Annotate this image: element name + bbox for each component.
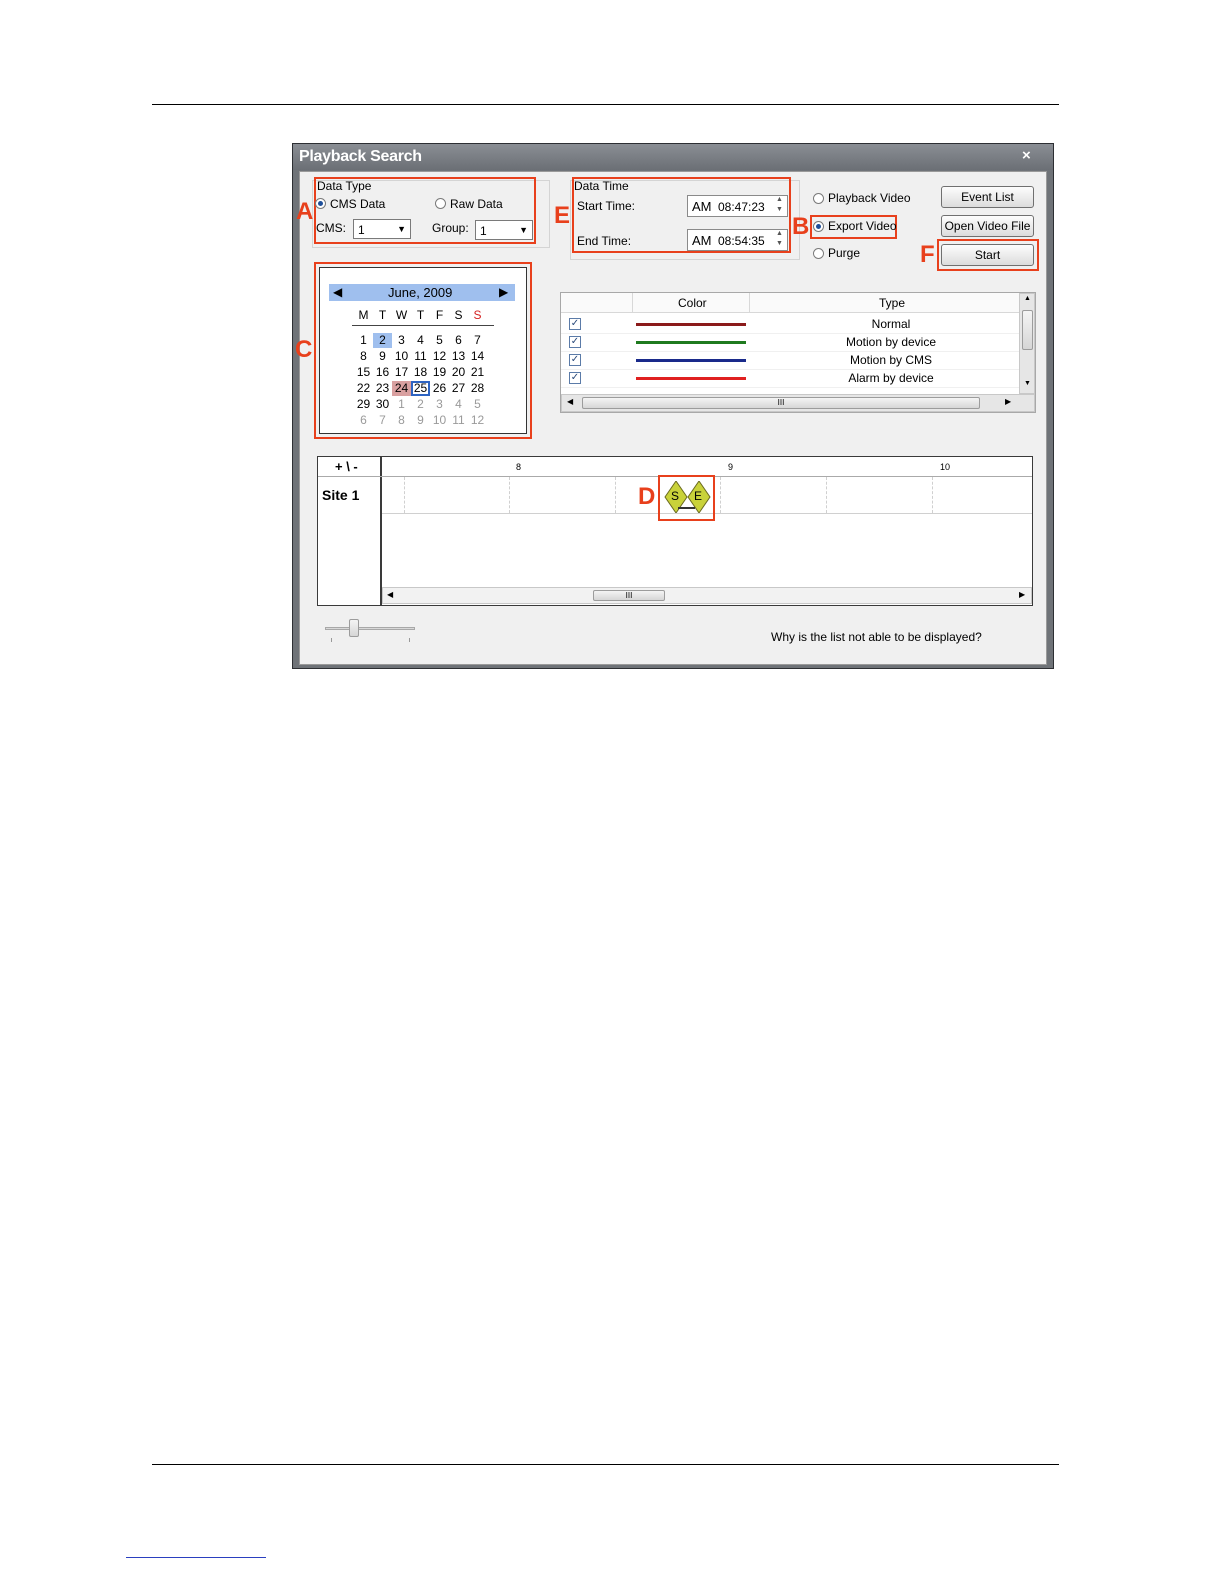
calendar-day[interactable]: 3	[398, 333, 405, 347]
timeline-horizontal-scrollbar[interactable]	[382, 587, 1032, 604]
start-time-label: Start Time:	[577, 199, 636, 213]
scroll-grip-icon: III	[777, 398, 785, 407]
grid-line	[720, 477, 721, 513]
weekday-label: S	[473, 308, 482, 322]
purge-radio[interactable]	[813, 248, 824, 259]
calendar-day[interactable]: 4	[455, 397, 462, 411]
end-time-ampm: AM	[692, 233, 712, 248]
end-time-value: 08:54:35	[718, 234, 765, 248]
list-item[interactable]	[561, 369, 1019, 388]
horizontal-scrollbar[interactable]	[561, 394, 1035, 412]
calendar-day[interactable]: 12	[432, 349, 447, 363]
end-marker-label: E	[694, 489, 703, 503]
type-checkbox[interactable]: ✓	[570, 372, 580, 383]
zoom-slider-tick	[409, 638, 410, 642]
scroll-down-icon[interactable]: ▼	[1024, 380, 1031, 387]
calendar-day[interactable]: 10	[432, 413, 447, 427]
calendar-day[interactable]: 22	[356, 381, 371, 395]
grid-line	[509, 477, 510, 513]
chevron-down-icon: ▼	[519, 225, 528, 235]
export-video-label: Export Video	[828, 219, 897, 233]
header-rule	[152, 104, 1059, 105]
scroll-right-icon[interactable]: ▶	[1005, 397, 1012, 406]
weekday-label: T	[416, 308, 425, 322]
spin-down-icon[interactable]: ▼	[776, 206, 783, 213]
weekday-divider	[352, 325, 494, 326]
calendar-day-highlighted[interactable]: 2	[373, 333, 392, 348]
hour-tick-label: 10	[940, 462, 951, 472]
timeline	[317, 456, 1033, 606]
start-time-ampm: AM	[692, 199, 712, 214]
selection-range-bar	[678, 507, 695, 509]
end-time-input[interactable]	[687, 229, 788, 251]
cms-select[interactable]	[353, 219, 411, 239]
calendar-day[interactable]: 1	[398, 397, 405, 411]
calendar-day[interactable]: 5	[474, 397, 481, 411]
calendar-day[interactable]: 29	[356, 397, 371, 411]
chevron-down-icon: ▼	[397, 224, 406, 234]
calendar-day[interactable]: 19	[432, 365, 447, 379]
scroll-left-icon[interactable]: ◀	[567, 397, 574, 406]
calendar-day[interactable]: 9	[379, 349, 386, 363]
zoom-toggle[interactable]: + \ -	[335, 459, 358, 474]
event-list-button[interactable]: Event List	[941, 186, 1034, 208]
vertical-scrollbar[interactable]	[1019, 293, 1035, 394]
playback-video-label: Playback Video	[828, 191, 911, 205]
calendar-day[interactable]: 1	[360, 333, 367, 347]
open-video-file-button[interactable]: Open Video File	[941, 215, 1034, 237]
calendar-day[interactable]: 2	[417, 397, 424, 411]
group-select-value: 1	[480, 224, 487, 238]
help-text: Why is the list not able to be displayed?	[771, 630, 982, 644]
next-month-icon[interactable]: ▶	[499, 285, 509, 299]
type-checkbox[interactable]: ✓	[570, 336, 580, 347]
calendar-day[interactable]: 17	[394, 365, 409, 379]
zoom-slider-track	[325, 627, 415, 630]
end-time-label: End Time:	[577, 234, 632, 248]
group-field-label: Group:	[432, 221, 469, 235]
type-label: Normal	[871, 317, 911, 331]
column-divider	[632, 293, 633, 312]
callout-c: C	[295, 336, 313, 363]
zoom-slider[interactable]	[325, 619, 415, 643]
calendar-day-today[interactable]: 25	[411, 381, 430, 396]
calendar-day[interactable]: 13	[451, 349, 466, 363]
callout-e: E	[554, 202, 571, 229]
type-column-header: Type	[879, 296, 906, 310]
scroll-up-icon[interactable]: ▲	[1024, 295, 1031, 302]
footer-rule	[152, 1464, 1059, 1465]
callout-d: D	[638, 483, 656, 510]
group-select[interactable]	[475, 220, 533, 240]
color-swatch	[636, 359, 746, 362]
grid-line	[932, 477, 933, 513]
spin-up-icon[interactable]: ▲	[776, 196, 783, 203]
site-column-divider	[380, 457, 382, 605]
calendar-day[interactable]: 15	[356, 365, 371, 379]
calendar-day[interactable]: 3	[436, 397, 443, 411]
start-marker-label: S	[671, 489, 680, 503]
start-time-input[interactable]	[687, 195, 788, 217]
horizontal-scroll-thumb[interactable]	[582, 397, 980, 409]
calendar-day[interactable]: 9	[417, 413, 424, 427]
footer-link-underline	[126, 1557, 266, 1558]
zoom-slider-thumb[interactable]	[349, 619, 359, 637]
callout-a: A	[296, 198, 314, 225]
calendar-header	[329, 284, 515, 301]
weekday-label: M	[358, 308, 369, 322]
event-type-list	[560, 292, 1036, 413]
cms-data-radio[interactable]	[315, 198, 326, 209]
type-checkbox[interactable]: ✓	[570, 318, 580, 329]
window-title: Playback Search	[299, 148, 422, 165]
calendar-day[interactable]: 7	[474, 333, 481, 347]
raw-data-label: Raw Data	[450, 197, 503, 211]
list-item[interactable]	[561, 333, 1019, 352]
cms-data-label: CMS Data	[330, 197, 386, 211]
cms-select-value: 1	[358, 223, 365, 237]
dialog-client-area	[295, 171, 1047, 665]
playback-video-radio[interactable]	[813, 193, 824, 204]
calendar-day[interactable]: 30	[375, 397, 390, 411]
spin-down-icon[interactable]: ▼	[776, 240, 783, 247]
calendar-day[interactable]: 8	[398, 413, 405, 427]
calendar-day[interactable]: 20	[451, 365, 466, 379]
list-item[interactable]	[561, 315, 1019, 334]
scroll-left-icon[interactable]: ◀	[387, 590, 394, 599]
callout-f: F	[920, 241, 935, 268]
calendar-day[interactable]: 18	[413, 365, 428, 379]
data-time-label: Data Time	[574, 179, 629, 193]
export-video-radio[interactable]	[813, 221, 824, 232]
calendar-day-marked[interactable]: 24	[392, 381, 411, 396]
calendar-day[interactable]: 4	[417, 333, 424, 347]
title-bar	[293, 144, 1053, 170]
color-swatch	[636, 377, 746, 380]
site-label: Site 1	[322, 487, 360, 503]
hour-tick-label: 9	[728, 462, 734, 472]
grid-line	[615, 477, 616, 513]
calendar-day[interactable]: 11	[414, 349, 427, 363]
type-label: Motion by device	[845, 335, 937, 349]
spin-up-icon[interactable]: ▲	[776, 230, 783, 237]
month-label: June, 2009	[388, 285, 453, 300]
calendar-day[interactable]: 27	[451, 381, 466, 395]
type-checkbox[interactable]: ✓	[570, 354, 580, 365]
calendar-day[interactable]: 14	[470, 349, 485, 363]
weekday-label: T	[378, 308, 387, 322]
calendar-day[interactable]: 6	[360, 413, 367, 427]
weekday-label: W	[395, 308, 408, 322]
calendar-day[interactable]: 8	[360, 349, 367, 363]
purge-label: Purge	[828, 246, 861, 260]
cms-field-label: CMS:	[316, 221, 346, 235]
close-icon[interactable]: ×	[1022, 147, 1031, 164]
data-type-label: Data Type	[317, 179, 372, 193]
weekday-label: F	[435, 308, 444, 322]
playback-search-window	[292, 143, 1054, 669]
color-swatch	[636, 341, 746, 344]
grid-line	[826, 477, 827, 513]
color-swatch	[636, 323, 746, 326]
calendar	[319, 267, 527, 434]
column-divider	[749, 293, 750, 312]
calendar-day[interactable]: 11	[452, 413, 465, 427]
start-time-value: 08:47:23	[718, 200, 765, 214]
calendar-day[interactable]: 10	[394, 349, 409, 363]
scroll-grip-icon: III	[625, 591, 633, 600]
list-header	[561, 293, 1019, 313]
calendar-day[interactable]: 23	[375, 381, 390, 395]
calendar-day[interactable]: 28	[470, 381, 485, 395]
raw-data-radio[interactable]	[435, 198, 446, 209]
grid-line	[404, 477, 405, 513]
calendar-day[interactable]: 16	[375, 365, 390, 379]
callout-b: B	[792, 213, 810, 240]
calendar-day[interactable]: 7	[379, 413, 386, 427]
hour-tick-label: 8	[516, 462, 522, 472]
calendar-day[interactable]: 5	[436, 333, 443, 347]
calendar-day[interactable]: 12	[470, 413, 485, 427]
calendar-day[interactable]: 21	[470, 365, 485, 379]
calendar-day[interactable]: 26	[432, 381, 447, 395]
list-item[interactable]	[561, 351, 1019, 370]
color-column-header: Color	[678, 296, 707, 310]
type-label: Motion by CMS	[849, 353, 933, 367]
weekday-label: S	[454, 308, 463, 322]
type-label: Alarm by device	[848, 371, 934, 385]
zoom-slider-tick	[331, 638, 332, 642]
calendar-day[interactable]: 6	[455, 333, 462, 347]
vertical-scroll-thumb[interactable]	[1022, 310, 1033, 350]
timeline-scroll-thumb[interactable]	[593, 590, 665, 601]
scroll-right-icon[interactable]: ▶	[1019, 590, 1026, 599]
prev-month-icon[interactable]: ◀	[333, 285, 343, 299]
start-button[interactable]: Start	[941, 244, 1034, 266]
